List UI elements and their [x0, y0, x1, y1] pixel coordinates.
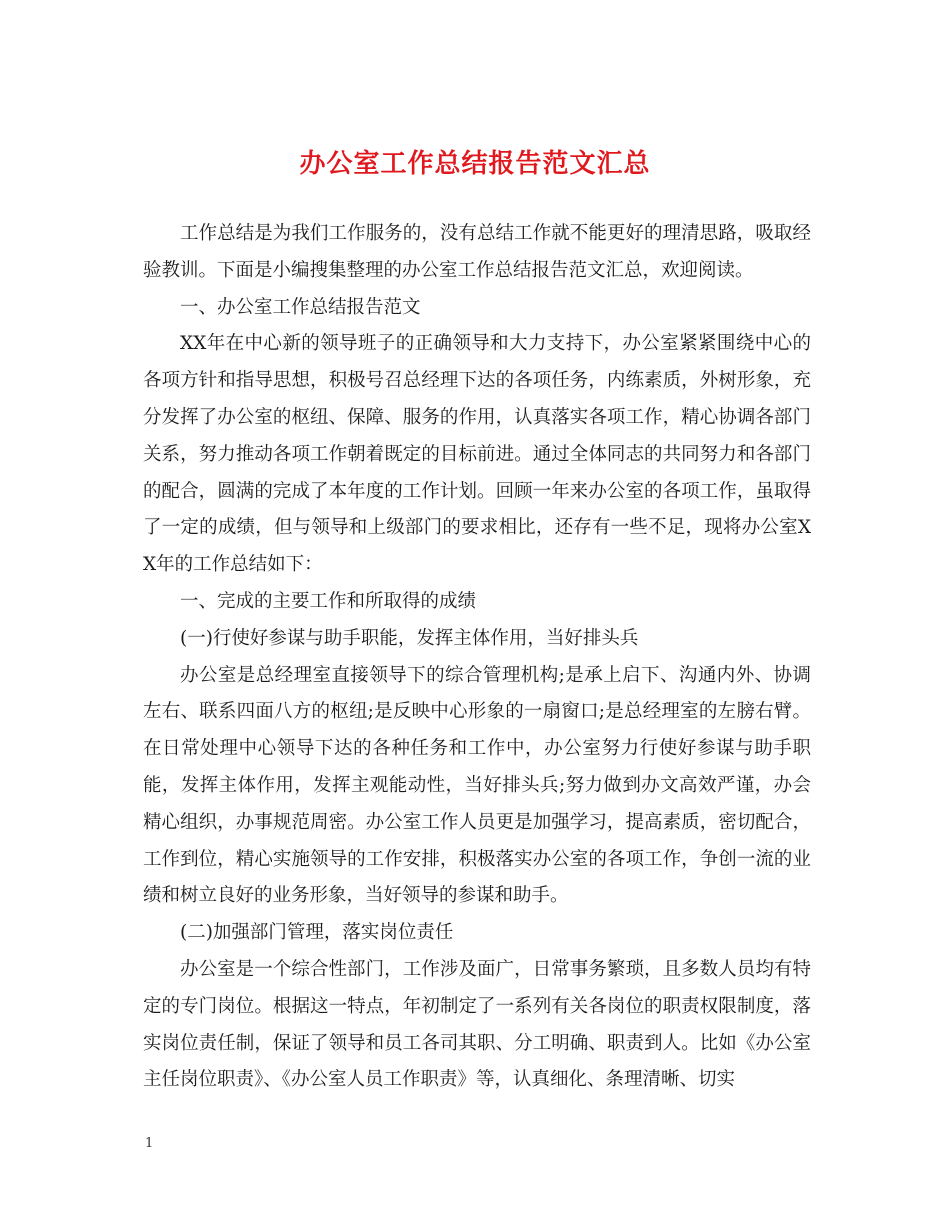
- paragraph-office-role: 办公室是总经理室直接领导下的综合管理机构;是承上启下、沟通内外、协调左右、联系四面八方的枢纽;是反映中心形象的一扇窗口;是总经理室的左膀右臂。在日常处理中心领导下达的各种任务和工作中，办公室努力行使好参谋与助手职能，发挥主体作用，发挥主观能动性，当好排头兵;努力做到办文高效严谨，办会精心组织，办事规范周密。办公室工作人员更是加强学习，提高素质，密切配合，工作到位，精心实施领导的工作安排，积极落实办公室的各项工作，争创一流的业绩和树立良好的业务形象，当好领导的参谋和助手。: [143, 664, 811, 907]
- page-number: 1: [145, 1136, 154, 1151]
- document-title: 办公室工作总结报告范文汇总: [299, 149, 651, 179]
- subsection-heading-2: (二)加强部门管理，落实岗位责任: [180, 922, 454, 944]
- document-body: [143, 216, 811, 1099]
- subsection-heading-1: (一)行使好参谋与助手职能，发挥主体作用，当好排头兵: [180, 627, 639, 649]
- section-heading-1: 一、办公室工作总结报告范文: [180, 296, 421, 318]
- paragraph-department-management: 办公室是一个综合性部门，工作涉及面广，日常事务繁琐，且多数人员均有特定的专门岗位。根据这一特点，年初制定了一系列有关各岗位的职责权限制度，落实岗位责任制，保证了领导和员工各司其职、分工明确、职责到人。比如《办公室主任岗位职责》、《办公室人员工作职责》等，认真细化、条理清晰、切实: [143, 958, 811, 1091]
- section-heading-achievements: 一、完成的主要工作和所取得的成绩: [180, 590, 477, 612]
- paragraph-intro: 工作总结是为我们工作服务的，没有总结工作就不能更好的理清思路，吸取经验教训。下面是小编搜集整理的办公室工作总结报告范文汇总，欢迎阅读。: [143, 223, 811, 281]
- paragraph-overview: XX年在中心新的领导班子的正确领导和大力支持下，办公室紧紧围绕中心的各项方针和指导思想，积极号召总经理下达的各项任务，内练素质，外树形象，充分发挥了办公室的枢纽、保障、服务的作用，认真落实各项工作，精心协调各部门关系，努力推动各项工作朝着既定的目标前进。通过全体同志的共同努力和各部门的配合，圆满的完成了本年度的工作计划。回顾一年来办公室的各项工作，虽取得了一定的成绩，但与领导和上级部门的要求相比，还存有一些不足，现将办公室XX年的工作总结如下：: [143, 333, 811, 576]
